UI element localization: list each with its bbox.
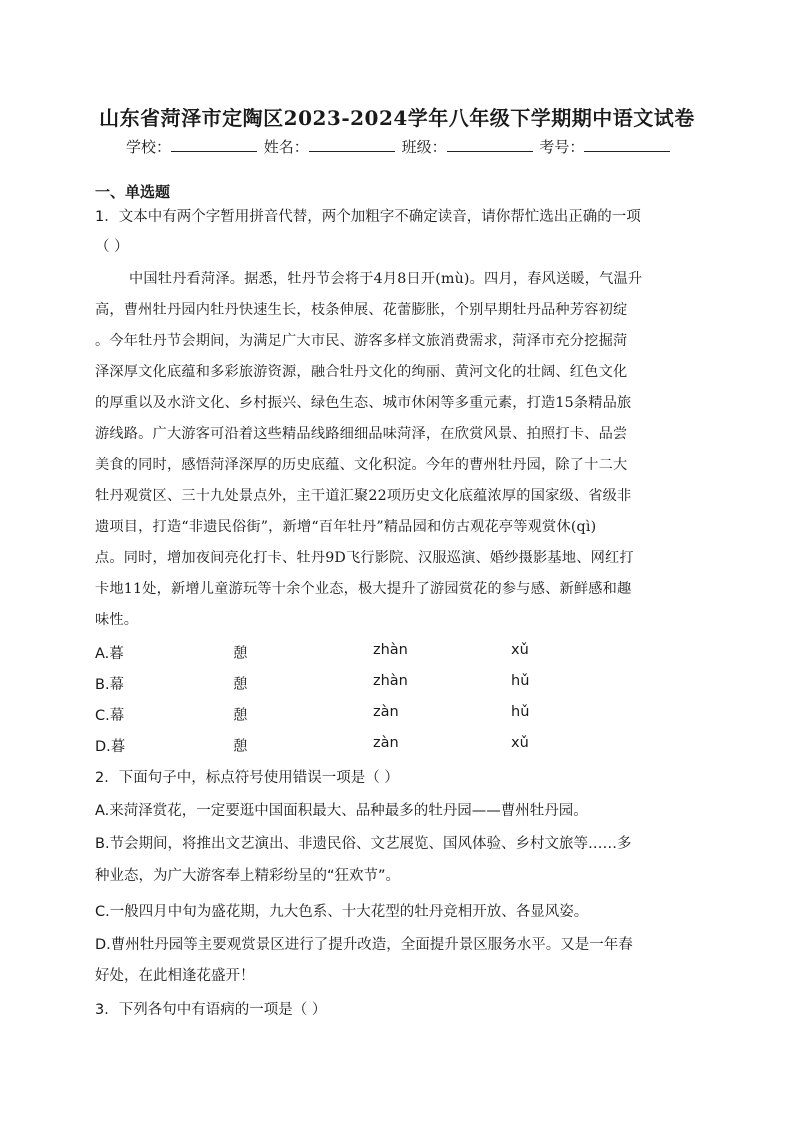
passage-line: 中国牡丹看菏泽。据悉，牡丹节会将于4月8日开(mù)。四月，春风送暖，气温升 bbox=[129, 271, 643, 287]
option-label: A.暮 bbox=[95, 646, 124, 662]
option-col-1: 憩 bbox=[233, 677, 248, 693]
option-col-3: xǔ bbox=[511, 642, 529, 658]
passage-line: 牡丹观赏区、三十九处景点外，主干道汇聚22项历史文化底蕴浓厚的国家级、省级非 bbox=[95, 488, 632, 504]
question-1-option-b[interactable] bbox=[95, 673, 695, 693]
exam-number-blank[interactable] bbox=[584, 137, 670, 152]
option-label: C.幕 bbox=[95, 708, 125, 724]
exam-number-label: 考号： bbox=[539, 138, 585, 156]
student-info-row bbox=[126, 136, 672, 157]
passage-line: 。今年牡丹节会期间，为满足广大市民、游客多样文旅消费需求，菏泽市充分挖掘菏 bbox=[95, 333, 628, 349]
question-2-option-d-cont[interactable]: 好处，在此相逢花盛开！ bbox=[95, 968, 255, 984]
question-2-option-d[interactable]: D.曹州牡丹园等主要观赏景区进行了提升改造，全面提升景区服务水平。又是一年春 bbox=[95, 937, 633, 953]
question-2-option-a[interactable]: A.来菏泽赏花，一定要逛中国面积最大、品种最多的牡丹园——曹州牡丹园。 bbox=[95, 803, 588, 819]
option-col-3: hǔ bbox=[511, 673, 530, 689]
passage-line: 味性。 bbox=[95, 612, 139, 628]
school-label: 学校： bbox=[126, 138, 172, 156]
question-2-option-c[interactable]: C.一般四月中旬为盛花期，九大色系、十大花型的牡丹竞相开放、各显风姿。 bbox=[95, 904, 589, 920]
passage-line: 泽深厚文化底蕴和多彩旅游资源，融合牡丹文化的绚丽、黄河文化的壮阔、红色文化 bbox=[95, 364, 628, 380]
option-col-1: 憩 bbox=[233, 739, 248, 755]
option-col-1: 憩 bbox=[233, 708, 248, 724]
passage-line: 游线路。广大游客可沿着这些精品线路细细品味菏泽，在欣赏风景、拍照打卡、品尝 bbox=[95, 426, 628, 442]
passage-line: 点。同时，增加夜间亮化打卡、牡丹9D飞行影院、汉服巡演、婚纱摄影基地、网红打 bbox=[95, 550, 634, 566]
passage-line: 高，曹州牡丹园内牡丹快速生长，枝条伸展、花蕾膨胀，个别早期牡丹品种芳容初绽 bbox=[95, 302, 628, 318]
passage-line: 的厚重以及水浒文化、乡村振兴、绿色生态、城市休闲等多重元素，打造15条精品旅 bbox=[95, 395, 632, 411]
class-blank[interactable] bbox=[447, 137, 533, 152]
option-col-2: zhàn bbox=[373, 642, 408, 658]
option-col-1: 憩 bbox=[233, 646, 248, 662]
question-1-stem-paren: （ ） bbox=[95, 239, 129, 255]
passage-line: 美食的同时，感悟菏泽深厚的历史底蕴、文化积淀。今年的曹州牡丹园，除了十二大 bbox=[95, 457, 628, 473]
option-col-2: zàn bbox=[373, 704, 399, 720]
class-label: 班级： bbox=[401, 138, 447, 156]
passage-line: 卡地11处，新增儿童游玩等十余个业态，极大提升了游园赏花的参与感、新鲜感和趣 bbox=[95, 581, 632, 597]
name-blank[interactable] bbox=[309, 137, 395, 152]
question-1-option-c[interactable] bbox=[95, 704, 695, 724]
option-label: D.暮 bbox=[95, 739, 126, 755]
name-label: 姓名： bbox=[263, 138, 309, 156]
question-1-stem: 1．文本中有两个字暂用拼音代替，两个加粗字不确定读音，请你帮忙选出正确的一项 bbox=[95, 209, 641, 225]
school-blank[interactable] bbox=[171, 137, 257, 152]
option-col-3: xǔ bbox=[511, 735, 529, 751]
option-col-3: hǔ bbox=[511, 704, 530, 720]
question-2-option-b[interactable]: B.节会期间，将推出文艺演出、非遗民俗、文艺展览、国风体验、乡村文旅等……多 bbox=[95, 836, 632, 852]
question-2-stem: 2．下面句子中，标点符号使用错误一项是（ ） bbox=[95, 770, 399, 786]
passage-line: 遗项目，打造“非遗民俗街”，新增“百年牡丹”精品园和仿古观花亭等观赏休(qì) bbox=[95, 519, 597, 535]
section-heading: 一、单选题 bbox=[95, 183, 171, 201]
page-title: 山东省菏泽市定陶区2023-2024学年八年级下学期期中语文试卷 bbox=[99, 106, 695, 130]
question-2-option-b-cont[interactable]: 种业态，为广大游客奉上精彩纷呈的“狂欢节”。 bbox=[95, 868, 401, 884]
question-1-option-d[interactable] bbox=[95, 735, 695, 755]
question-3-stem: 3．下列各句中有语病的一项是（ ） bbox=[95, 1002, 327, 1018]
option-col-2: zhàn bbox=[373, 673, 408, 689]
option-col-2: zàn bbox=[373, 735, 399, 751]
question-1-option-a[interactable] bbox=[95, 642, 695, 662]
option-label: B.幕 bbox=[95, 677, 125, 693]
